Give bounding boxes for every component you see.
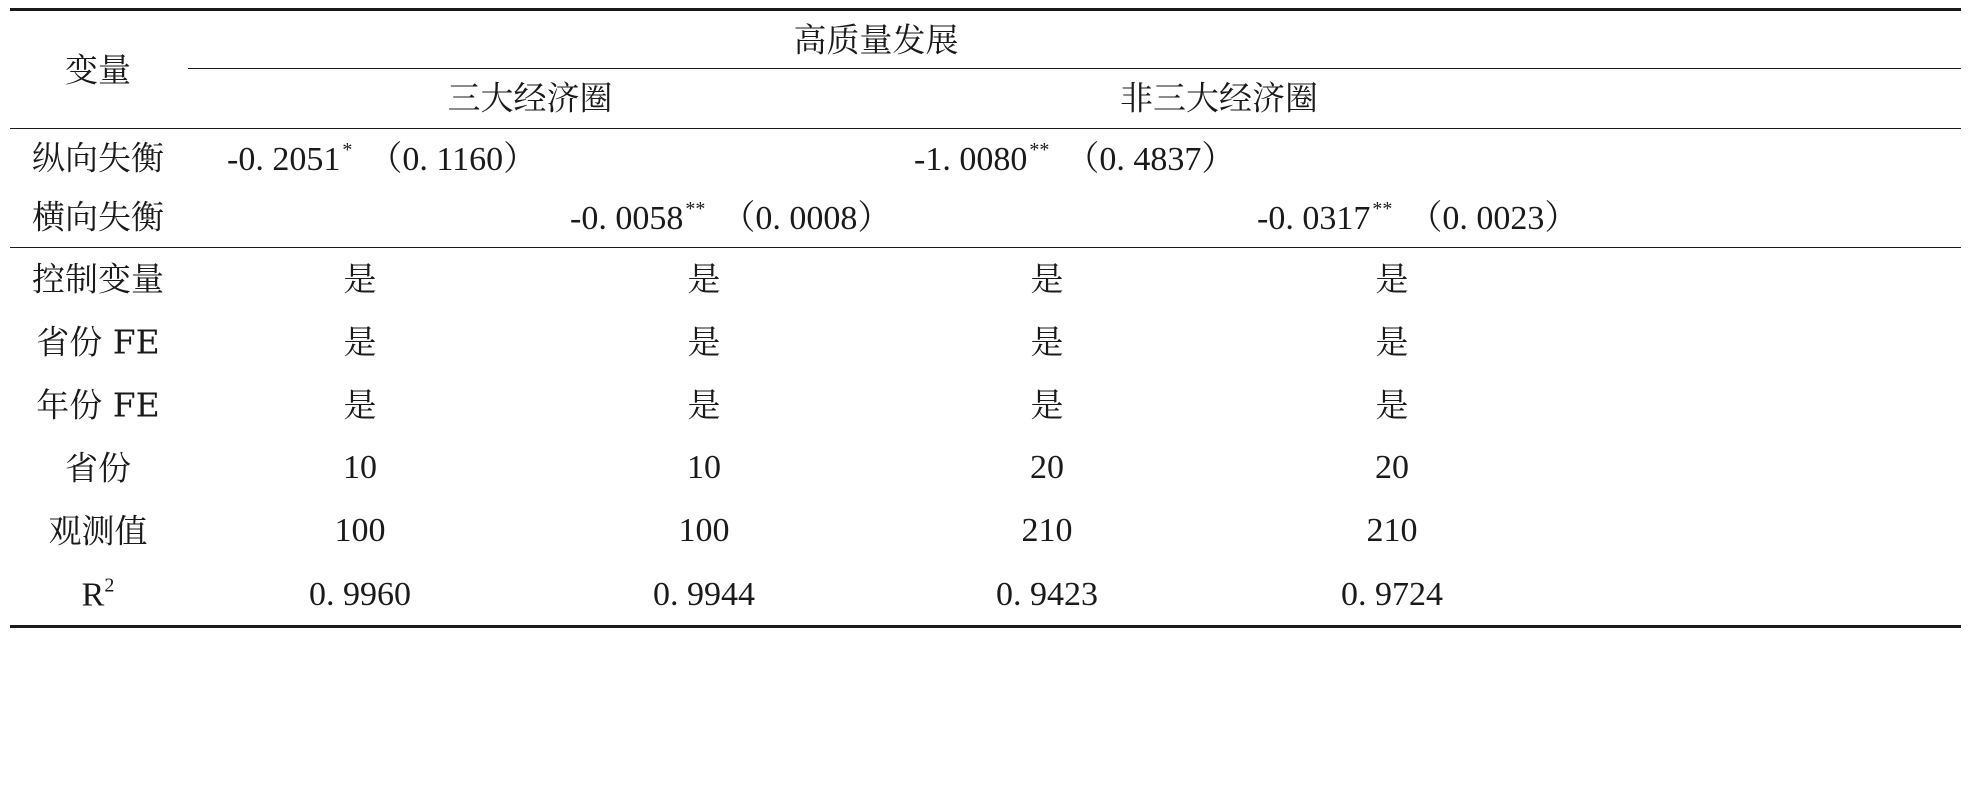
header-dependent-label: 高质量发展	[793, 20, 959, 60]
header-variable-label: 变量	[65, 50, 131, 90]
stat-cell: 10	[687, 449, 721, 486]
stat-cell: 是	[343, 322, 377, 362]
stat-cell: 20	[1375, 449, 1409, 486]
stat-cell: 是	[343, 385, 377, 425]
header-sub-rule	[188, 68, 1961, 69]
significance-stars: **	[1029, 139, 1050, 161]
r-squared-base: R	[81, 576, 105, 614]
coef-value: -1. 0080	[914, 141, 1028, 178]
stat-cell: 是	[687, 385, 721, 425]
stat-cell: 0. 9423	[996, 576, 1098, 613]
coef-cell	[1257, 198, 1579, 237]
significance-stars: *	[342, 139, 353, 161]
significance-stars: **	[1372, 198, 1393, 220]
row-label-observations: 观测值	[48, 511, 148, 551]
stat-cell: 100	[678, 512, 730, 549]
coef-cell	[914, 139, 1236, 178]
significance-stars: **	[685, 198, 706, 220]
header-bottom-rule	[10, 128, 1961, 129]
stat-cell: 是	[1030, 322, 1064, 362]
coef-value: -0. 0317	[1257, 200, 1371, 237]
row-label-year-fe: 年份 FE	[36, 385, 160, 425]
row-label-horizontal-imbalance: 横向失衡	[32, 197, 164, 237]
stat-cell: 20	[1030, 449, 1064, 486]
stat-cell: 是	[343, 259, 377, 299]
r-squared-exponent: 2	[104, 574, 115, 597]
row-label-r-squared	[81, 574, 115, 614]
stat-cell: 是	[1375, 259, 1409, 299]
header-group-a: 三大经济圈	[447, 78, 613, 118]
standard-error: （0. 0023）	[1408, 200, 1579, 237]
row-label-provinces: 省份	[65, 448, 131, 488]
coef-cell	[227, 139, 538, 178]
stat-cell: 是	[1030, 259, 1064, 299]
coef-value: -0. 2051	[227, 141, 341, 178]
stat-cell: 210	[1021, 512, 1073, 549]
stat-cell: 10	[343, 449, 377, 486]
stat-cell: 是	[687, 322, 721, 362]
stat-cell: 100	[334, 512, 386, 549]
row-label-province-fe: 省份 FE	[36, 322, 160, 362]
stat-cell: 是	[687, 259, 721, 299]
stat-cell: 210	[1366, 512, 1418, 549]
stat-cell: 0. 9724	[1341, 576, 1443, 613]
top-rule	[10, 8, 1961, 11]
regression-table	[10, 0, 1961, 792]
row-label-controls: 控制变量	[32, 259, 164, 299]
header-group-b: 非三大经济圈	[1120, 78, 1318, 118]
row-label-vertical-imbalance: 纵向失衡	[32, 138, 164, 178]
stat-cell: 是	[1375, 322, 1409, 362]
standard-error: （0. 4837）	[1065, 141, 1236, 178]
standard-error: （0. 1160）	[368, 141, 538, 178]
stat-cell: 是	[1030, 385, 1064, 425]
coef-cell	[570, 198, 892, 237]
stat-cell: 是	[1375, 385, 1409, 425]
coef-value: -0. 0058	[570, 200, 684, 237]
stat-cell: 0. 9944	[653, 576, 755, 613]
coef-bottom-rule	[10, 247, 1961, 248]
bottom-rule	[10, 625, 1961, 628]
standard-error: （0. 0008）	[721, 200, 892, 237]
stat-cell: 0. 9960	[309, 576, 411, 613]
